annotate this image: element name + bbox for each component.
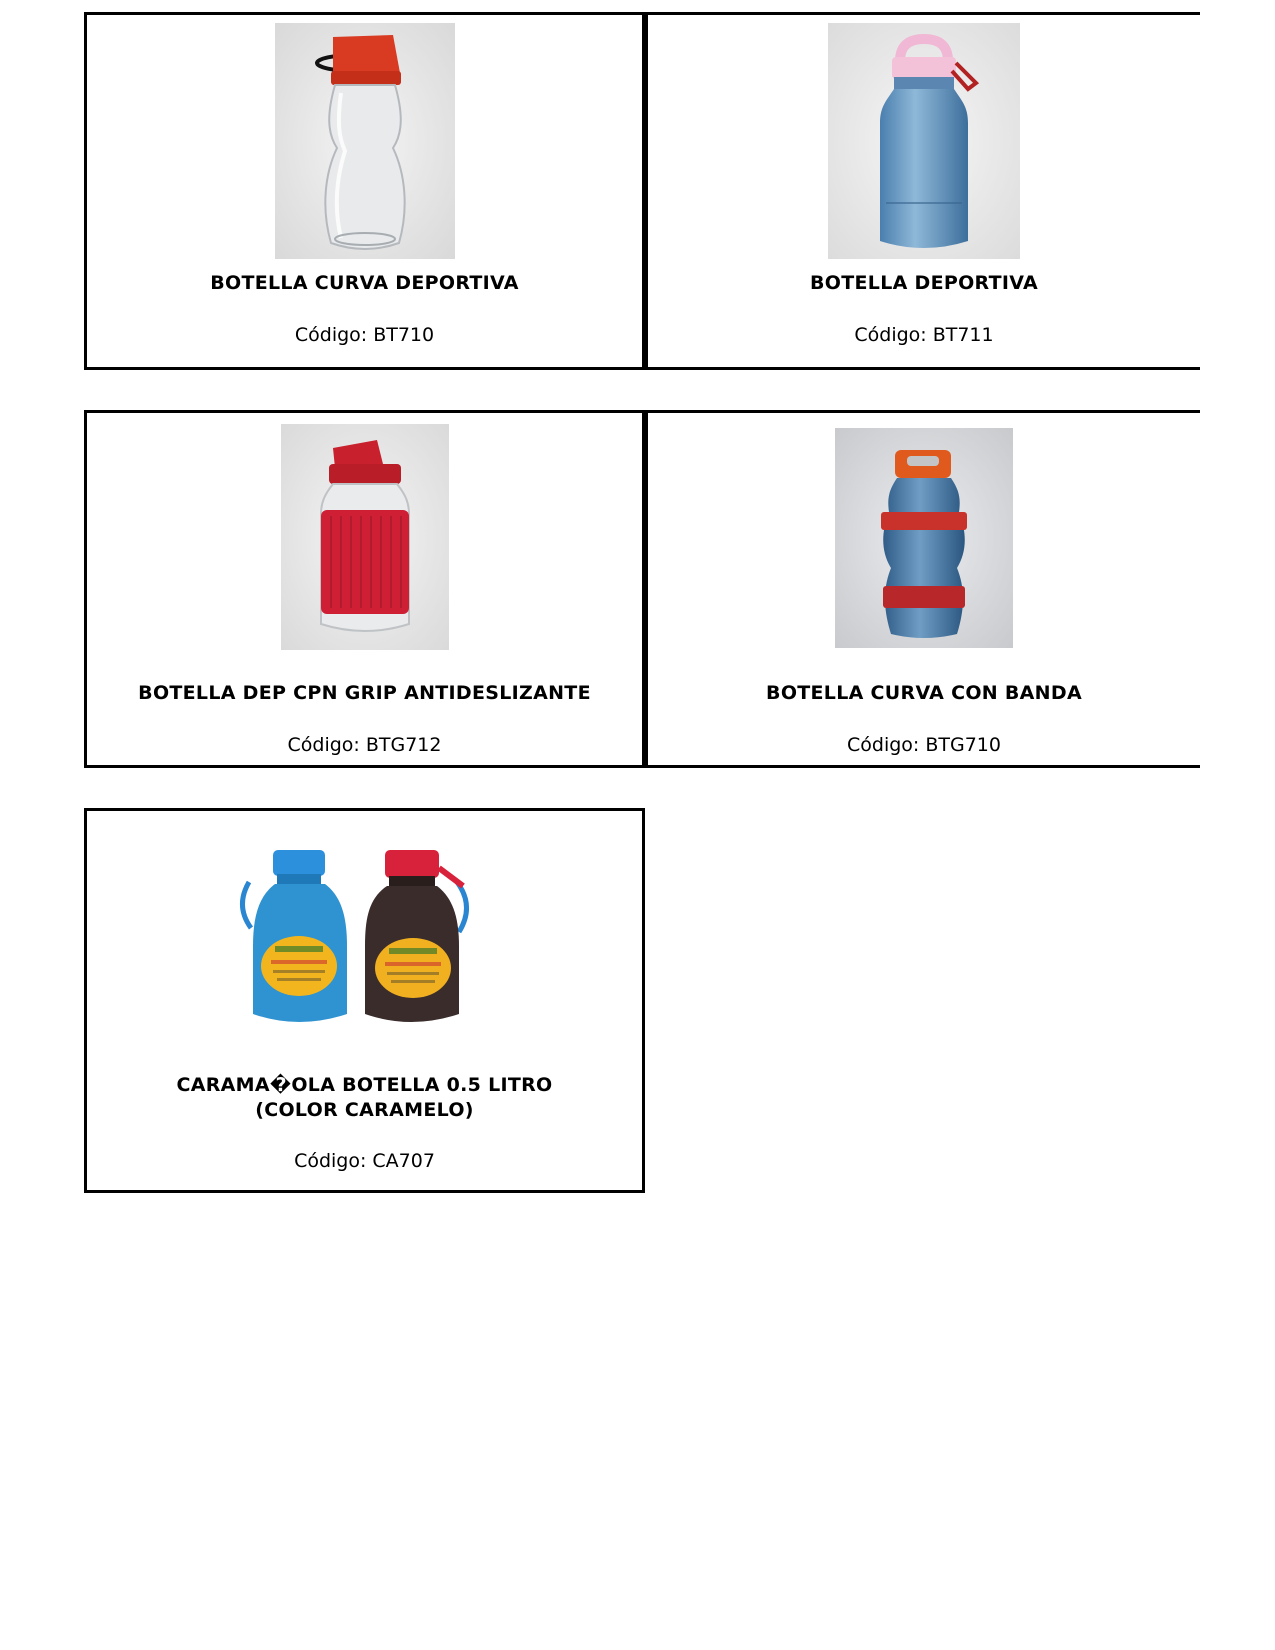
- product-code-value: CA707: [372, 1150, 435, 1172]
- product-name: CARAMA�OLA BOTELLA 0.5 LITRO (COLOR CARAMELO): [176, 1074, 553, 1121]
- blue-bottle-red-band-photo: [648, 428, 1200, 648]
- product-code: [87, 1149, 642, 1173]
- product-code-value: BT711: [932, 324, 994, 346]
- product-card-bt711: [645, 12, 1200, 370]
- product-name: BOTELLA DEP CPN GRIP ANTIDESLIZANTE: [138, 682, 591, 704]
- product-code-label: Código:: [287, 734, 360, 756]
- product-card-bt710: [84, 12, 645, 370]
- product-code: [648, 733, 1200, 757]
- product-name: BOTELLA DEPORTIVA: [810, 272, 1038, 294]
- product-code-value: BTG710: [925, 734, 1001, 756]
- product-code: [648, 323, 1200, 347]
- product-card-ca707: [84, 808, 645, 1193]
- product-code-value: BTG712: [365, 734, 442, 756]
- product-code: [87, 323, 642, 347]
- product-code-label: Código:: [847, 734, 920, 756]
- product-name: BOTELLA CURVA DEPORTIVA: [210, 272, 519, 294]
- product-card-btg712: [84, 410, 645, 768]
- product-name: BOTELLA CURVA CON BANDA: [766, 682, 1082, 704]
- blue-bottle-pink-cap-photo: [648, 23, 1200, 259]
- product-code-value: BT710: [373, 324, 435, 346]
- product-code-label: Código:: [294, 324, 368, 346]
- two-canteen-bottles-photo: [87, 846, 642, 1040]
- product-card-btg710: [645, 410, 1200, 768]
- red-grip-bottle-photo: [87, 424, 642, 650]
- product-code-label: Código:: [854, 324, 927, 346]
- product-code-label: Código:: [294, 1150, 367, 1172]
- product-code: [87, 733, 642, 757]
- clear-curved-bottle-photo: [87, 23, 642, 259]
